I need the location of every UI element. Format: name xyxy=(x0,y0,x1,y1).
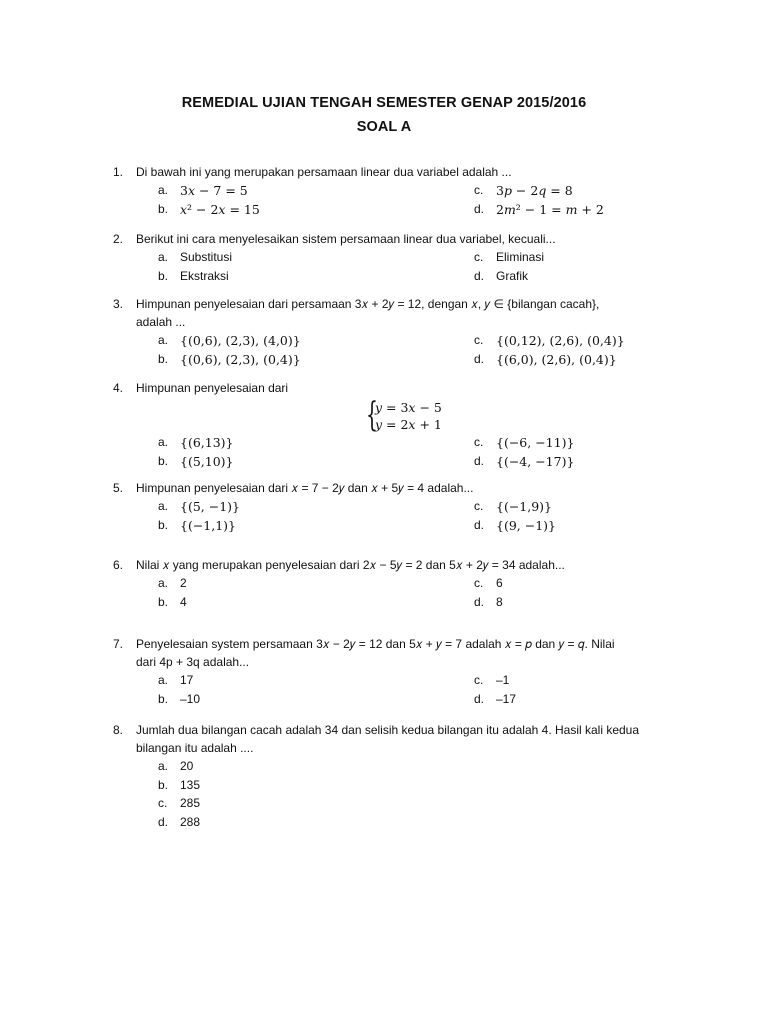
question-6: 6. Nilai 𝑥 yang merupakan penyelesaian dari 2𝑥 − 5𝑦 = 2 dan 5𝑥 + 2𝑦 = 34 adalah... a. 2 c. 6 b. 4 d. 8 xyxy=(113,558,565,609)
question-text: Jumlah dua bilangan cacah adalah 34 dan selisih kedua bilangan itu adalah 4. Hasil kali kedua xyxy=(136,723,640,737)
question-number: 5. xyxy=(113,481,124,495)
exam-subtitle: SOAL A xyxy=(356,119,412,135)
question-text: Di bawah ini yang merupakan persamaan linear dua variabel adalah ... xyxy=(136,165,512,179)
equation-system xyxy=(366,395,673,435)
question-text-continued: adalah ... xyxy=(136,315,186,329)
brace-icon: { xyxy=(366,395,378,435)
question-1: 1. Di bawah ini yang merupakan persamaan linear dua variabel adalah ... a. 3𝑥 − 7 = 5 c. 3𝑝 − 2𝑞 = 8 b. 𝑥² − 2𝑥 = 15 d. 2𝑚² − 1 = 𝑚 + 2 xyxy=(113,165,604,217)
question-text-continued: dari 4p + 3q adalah... xyxy=(136,655,250,669)
question-text-continued: bilangan itu adalah .... xyxy=(136,741,254,755)
question-number: 4. xyxy=(113,381,124,395)
question-text: Himpunan penyelesaian dari 𝑥 = 7 − 2𝑦 dan 𝑥 + 5𝑦 = 4 adalah... xyxy=(136,481,474,495)
question-text: Nilai 𝑥 yang merupakan penyelesaian dari 2𝑥 − 5𝑦 = 2 dan 5𝑥 + 2𝑦 = 34 adalah... xyxy=(136,558,565,572)
question-number: 8. xyxy=(113,723,124,737)
equation-1: 𝑦 = 3𝑥 − 5 xyxy=(375,400,442,415)
question-number: 1. xyxy=(113,165,124,179)
equation-2: 𝑦 = 2𝑥 + 1 xyxy=(375,417,442,432)
exam-title: REMEDIAL UJIAN TENGAH SEMESTER GENAP 2015/2016 xyxy=(181,95,587,111)
question-text: Berikut ini cara menyelesaikan sistem persamaan linear dua variabel, kecuali... xyxy=(136,232,556,246)
question-5: 5. Himpunan penyelesaian dari 𝑥 = 7 − 2𝑦 dan 𝑥 + 5𝑦 = 4 adalah... a. {(5, −1)} c. {(−1,9)} b. {(−1,1)} d. {(9, −1)} xyxy=(113,481,556,533)
question-text: Himpunan penyelesaian dari xyxy=(136,381,289,395)
question-2: 2. Berikut ini cara menyelesaikan sistem persamaan linear dua variabel, kecuali... a. Substitusi c. Eliminasi b. Ekstraksi d. Grafik xyxy=(113,232,556,283)
question-text: Penyelesaian system persamaan 3𝑥 − 2𝑦 = 12 dan 5𝑥 + 𝑦 = 7 adalah 𝑥 = 𝑝 dan 𝑦 = 𝑞. Nilai xyxy=(136,637,615,651)
question-7: 7. Penyelesaian system persamaan 3𝑥 − 2𝑦 = 12 dan 5𝑥 + 𝑦 = 7 adalah 𝑥 = 𝑝 dan 𝑦 = 𝑞. Nilai dari 4p + 3q adalah... a. 17 c. –1 b. –10 d. –17 xyxy=(113,637,615,706)
question-3: 3. Himpunan penyelesaian dari persamaan 3𝑥 + 2𝑦 = 12, dengan 𝑥, 𝑦 ∈ {bilangan cacah}, adalah ... a. {(0,6), (2,3), (4,0)} c. {(0,12), (2,6), (0,4)} b. {(0,6), (2,3), (0,4)} d. {(6,0), (2,6), (0,4)} xyxy=(113,297,625,367)
question-text: Himpunan penyelesaian dari persamaan 3𝑥 + 2𝑦 = 12, dengan 𝑥, 𝑦 ∈ {bilangan cacah}, xyxy=(136,297,600,311)
question-number: 7. xyxy=(113,637,124,651)
question-8: 8. Jumlah dua bilangan cacah adalah 34 dan selisih kedua bilangan itu adalah 4. Hasil kali kedua bilangan itu adalah .... a. 20 b. 135 c. 285 d. 288 xyxy=(113,723,640,829)
question-number: 3. xyxy=(113,297,124,311)
question-4: 4. Himpunan penyelesaian dari { 𝑦 = 3𝑥 − 5 𝑦 = 2𝑥 + 1 a. {(6,13)} c. {(−6, −11)} b. {(5,10)} d. {(−4, −17)} xyxy=(113,379,673,471)
question-number: 6. xyxy=(113,558,124,572)
question-number: 2. xyxy=(113,232,124,246)
